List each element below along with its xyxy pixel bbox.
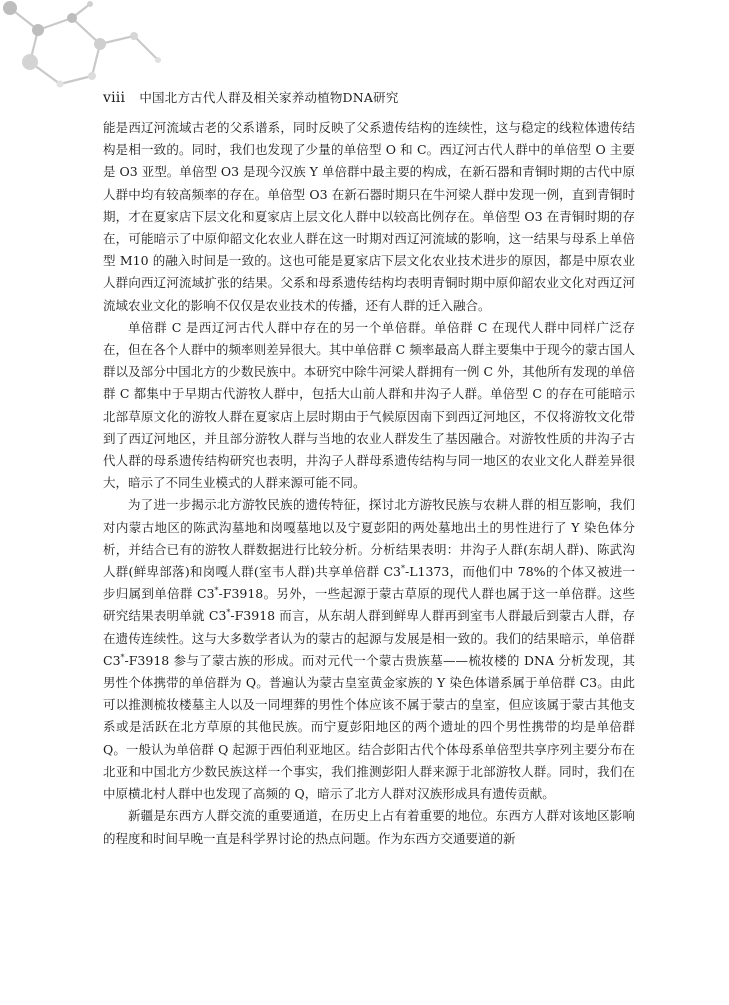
running-title: 中国北方古代人群及相关家养动植物DNA研究 [139, 90, 399, 105]
superscript: * [226, 608, 231, 618]
text-run: -L1373，而他们中 78%的个体又被进一步归属到单倍群 C3 [103, 564, 636, 602]
text-run: -F3918 而言，从东胡人群到鲜卑人群再到室韦人群最后到蒙古人群，存在遗传连续性。这与大多数学者认为的蒙古的起源与发展是相一致的。我们的结果暗示，单倍群 C3 [103, 608, 636, 668]
superscript: * [120, 652, 125, 662]
text-run: 能是西辽河流域古老的父系谱系，同时反映了父系遗传结构的连续性，这与稳定的线粒体遗传结构是相一致的。同时，我们也发现了少量的单倍型 O 和 C。西辽河古代人群中的单倍型 O 主要是 O3 亚型。单倍型 O3 是现今汉族 Y 单倍群中最主要的构成，在新石器和青铜时期的古代中原人群中均有较高频率的存在。单倍型 O3 在新石器时期只在牛河梁人群中发现一例，直到青铜时期，才在夏家店下层文化和夏家店上层文化人群中以较高比例存在。单倍型 O3 在青铜时期的存在，可能暗示了中原仰韶文化农业人群在这一时期对西辽河流域的影响，这一结果与母系上单倍型 M10 的融入时间是一致的。这也可能是夏家店下层文化农业技术进步的原因，都是中原农业人群向西辽河流域扩张的结果。父系和母系遗传结构均表明青铜时期中原仰韶农业文化对西辽河流域农业文化的影响不仅仅是农业技术的传播，还有人群的迁入融合。 [103, 120, 635, 313]
paragraph [103, 317, 635, 495]
page-number: viii [103, 90, 126, 106]
text-run: -F3918。另外，一些起源于蒙古草原的现代人群也属于这一单倍群。这些研究结果表明单就 C3 [103, 586, 635, 624]
superscript: * [214, 586, 219, 596]
body-text [103, 117, 635, 850]
text-run: 单倍群 C 是西辽河古代人群中存在的另一个单倍群。单倍群 C 在现代人群中同样广泛存在，但在各个人群中的频率则差异很大。其中单倍群 C 频率最高人群主要集中于现今的蒙古国人群以及部分中国北方的少数民族中。本研究中除牛河梁人群拥有一例 C 外，其他所有发现的单倍群 C 都集中于早期古代游牧人群中，包括大山前人群和井沟子人群。单倍型 C 的存在可能暗示北部草原文化的游牧人群在夏家店上层时期由于气候原因南下到西辽河地区，不仅将游牧文化带到了西辽河地区，并且部分游牧人群与当地的农业人群发生了基因融合。对游牧性质的井沟子古代人群的母系遗传结构研究也表明，井沟子人群母系遗传结构与同一地区的农业文化人群差异很大，暗示了不同生业模式的人群来源可能不同。 [103, 319, 635, 491]
text-run: 新疆是东西方人群交流的重要通道，在历史上占有着重要的地位。东西方人群对该地区影响的程度和时间早晚一直是科学界讨论的热点问题。作为东西方交通要道的新 [103, 808, 635, 846]
text-run: -F3918 参与了蒙古族的形成。而对元代一个蒙古贵族墓——梳妆楼的 DNA 分析发现，其男性个体携带的单倍群为 Q。普遍认为蒙古皇室黄金家族的 Y 染色体谱系属于单倍群 C3。由此可以推测梳妆楼墓主人以及一同埋葬的男性个体应该不属于蒙古的皇室，但应该属于蒙古其他支系或是活跃在北方草原的其他民族。而宁夏彭阳地区的两个遗址的四个男性携带的均是单倍群 Q。一般认为单倍群 Q 起源于西伯利亚地区。结合彭阳古代个体母系单倍型共享序列主要分布在北亚和中国北方少数民族这样一个事实，我们推测彭阳人群来源于北部游牧人群。同时，我们在中原横北村人群中也发现了高频的 Q，暗示了北方人群对汉族形成具有遗传贡献。 [103, 652, 635, 802]
text-run: 为了进一步揭示北方游牧民族的遗传特征，探讨北方游牧民族与农耕人群的相互影响，我们对内蒙古地区的陈武沟墓地和岗嘎墓地以及宁夏彭阳的两处墓地出土的男性进行了 Y 染色体分析，并结合已有的游牧人群数据进行比较分析。分析结果表明：井沟子人群(东胡人群)、陈武沟人群(鲜卑部落)和岗嘎人群(室韦人群)共享单倍群 C3 [103, 497, 635, 580]
paragraph [103, 805, 635, 849]
superscript: * [401, 563, 405, 573]
paragraph [103, 117, 635, 317]
paragraph [103, 494, 635, 805]
running-header [103, 88, 399, 106]
